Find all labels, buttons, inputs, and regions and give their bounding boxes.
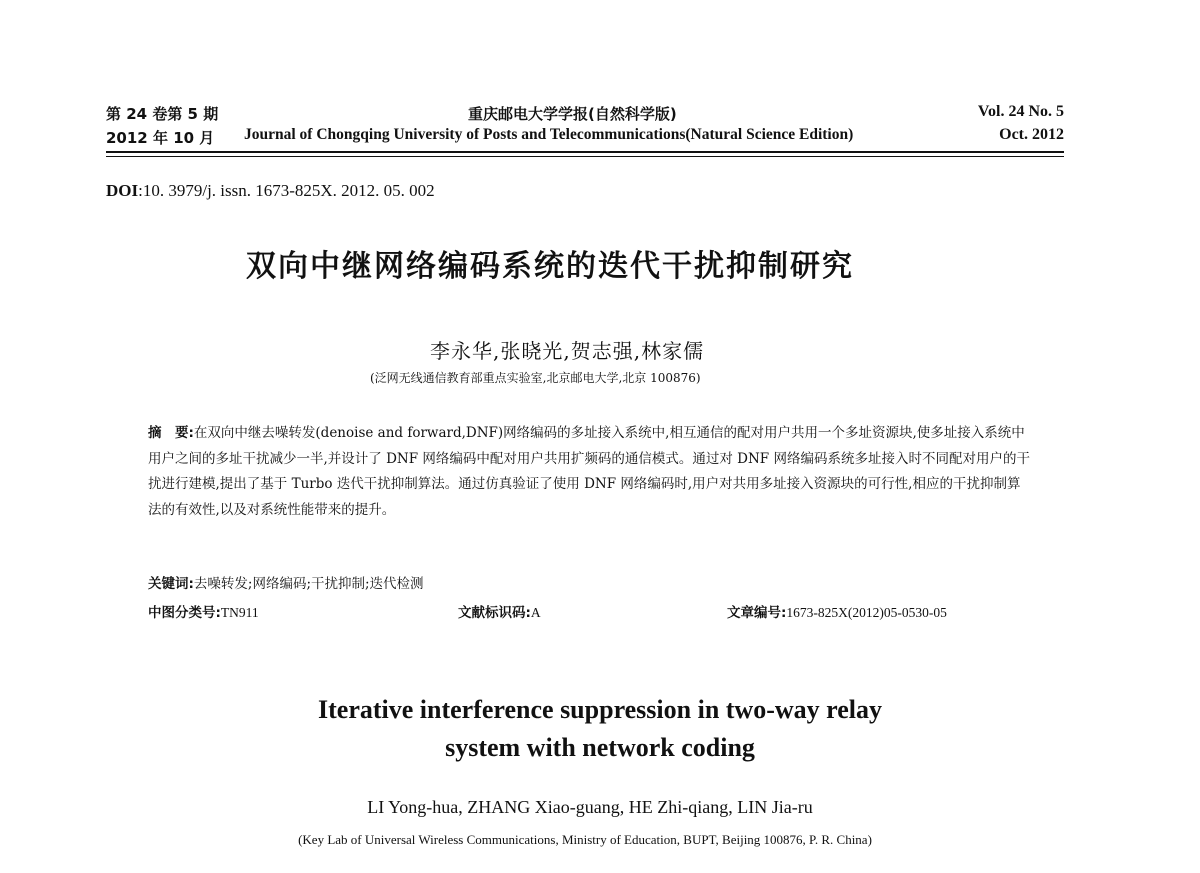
doi-line (106, 181, 435, 201)
affiliation-cn: (泛网无线通信教育部重点实验室,北京邮电大学,北京 100876) (370, 371, 701, 385)
article-number (727, 601, 947, 621)
journal-name-cn: 重庆邮电大学学报(自然科学版) (468, 105, 677, 123)
date-cn: 2012 年 10 月 (106, 129, 215, 147)
authors-en: LI Yong-hua, ZHANG Xiao-guang, HE Zhi-qiang, LIN Jia-ru (367, 797, 813, 817)
document-code-label: 文献标识码: (458, 605, 531, 621)
affiliation-en: (Key Lab of Universal Wireless Communications, Ministry of Education, BUPT, Beijing 100876, P. R. China) (298, 832, 872, 847)
abstract-label: 摘 要: (148, 425, 194, 441)
title-en-line2: system with network coding (445, 733, 755, 762)
header-rule-thin (106, 156, 1064, 157)
doi-value: :10. 3979/j. issn. 1673-825X. 2012. 05. 002 (138, 181, 435, 200)
volume-number: Vol. 24 No. 5 (977, 103, 1064, 120)
header-rule-thick (106, 151, 1064, 153)
abstract (148, 421, 1030, 523)
clc-value: TN911 (220, 605, 259, 620)
doi-label: DOI (106, 181, 139, 200)
keywords-label: 关键词: (148, 576, 194, 592)
document-code-value: A (530, 605, 541, 620)
authors-cn: 李永华,张晓光,贺志强,林家儒 (430, 339, 705, 363)
date-en: Oct. 2012 (999, 126, 1064, 143)
keywords-text: 去噪转发;网络编码;干扰抑制;迭代检测 (193, 576, 424, 592)
document-code (458, 601, 541, 621)
clc-number (148, 601, 259, 621)
article-number-value: 1673-825X(2012)05-0530-05 (786, 605, 947, 620)
journal-name-en: Journal of Chongqing University of Posts and Telecommunications(Natural Science Edition) (244, 126, 854, 143)
issue-cn: 第 24 卷第 5 期 (106, 105, 219, 123)
article-number-label: 文章编号: (727, 605, 787, 621)
clc-label: 中图分类号: (148, 605, 221, 621)
keywords (148, 572, 424, 592)
abstract-text: 在双向中继去噪转发(denoise and forward,DNF)网络编码的多址接入系统中,相互通信的配对用户共用一个多址资源块,使多址接入系统中用户之间的多址干扰减少一半,并设计了 DNF 网络编码中配对用户共用扩频码的通信模式。通过对 DNF 网络编码系统多址接入时不同配对用户的干扰进行建模,提出了基于 Turbo 迭代干扰抑制算法。通过仿真验证了使用 DNF 网络编码时,用户对共用多址接入资源块的可行性,相应的干扰抑制算法的有效性,以及对系统性能带来的提升。 (148, 425, 1030, 518)
title-cn: 双向中继网络编码系统的迭代干扰抑制研究 (246, 249, 854, 284)
title-en-line1: Iterative interference suppression in two-way relay (318, 695, 882, 724)
